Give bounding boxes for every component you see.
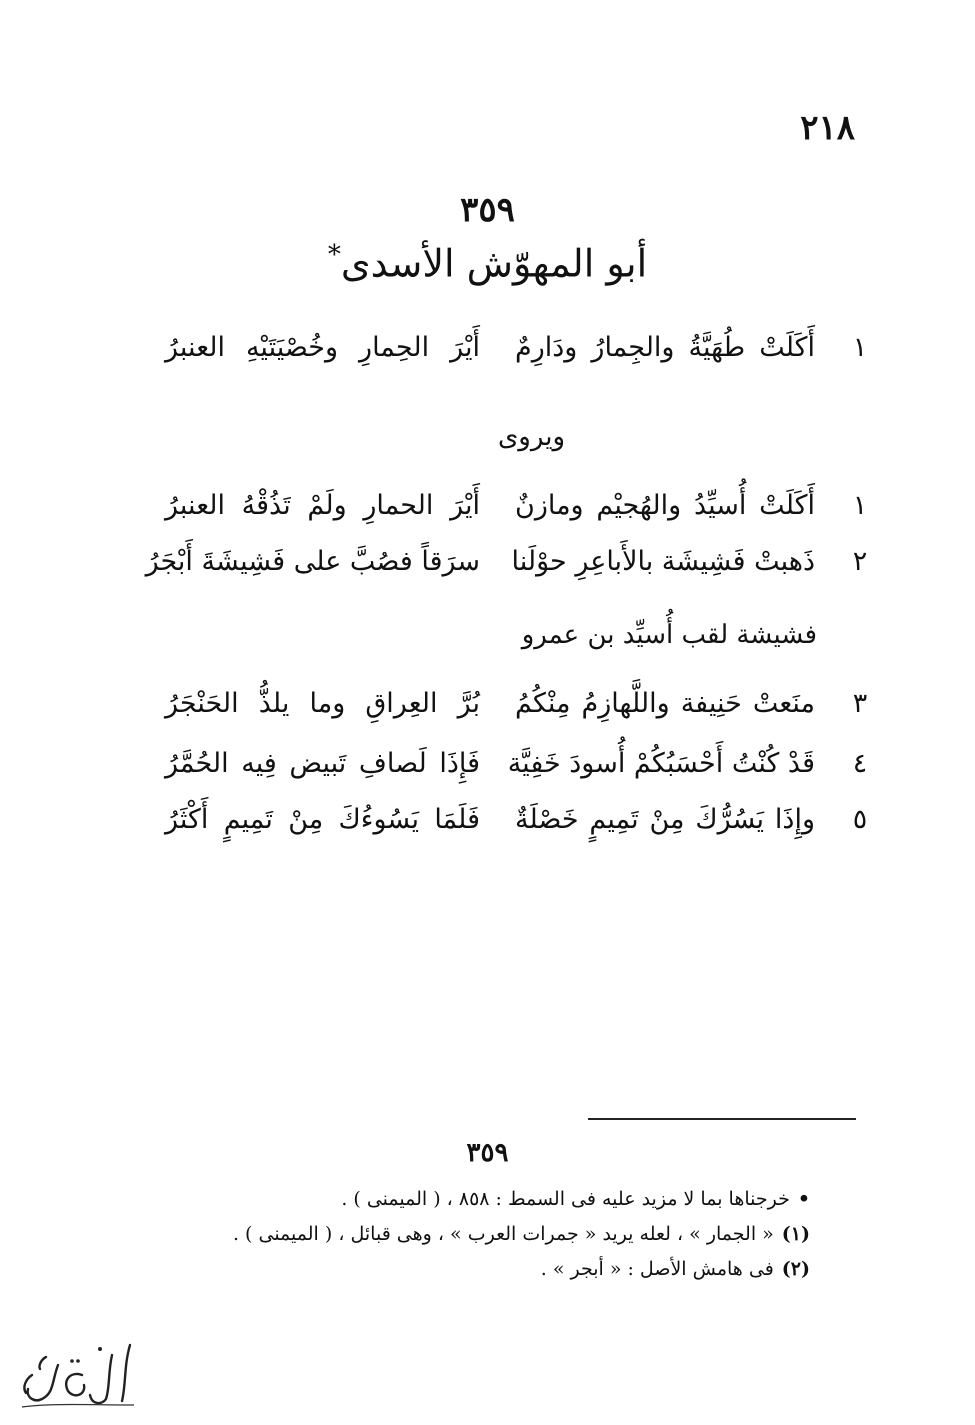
footnote-text: « الجمار » ، لعله يريد « جمرات العرب » ، وهى قبائل ، ( الميمنى ) . <box>232 1223 774 1245</box>
verse-number: ١ <box>852 490 868 521</box>
verse-line <box>165 804 875 850</box>
explanatory-note: فشيشة لقب أُسيِّد بن عمرو <box>521 620 817 650</box>
footnote-mark: (١) <box>781 1223 810 1245</box>
verse-second-hemistich: سرَقاً فصُبَّ على فَشِيشَةَ أَبْجَرُ <box>145 546 480 577</box>
verse-first-hemistich: أَكَلَتْ أُسيِّدُ والهُجيْم ومازنٌ <box>515 490 815 521</box>
verse-second-hemistich: بُرَّ العِراقِ وما يلذُّ الحَنْجَرُ <box>165 688 480 719</box>
footnote <box>341 1188 810 1210</box>
verse-first-hemistich: قَدْ كُنْتُ أَحْسَبُكُمْ أُسودَ خَفِيَّة <box>507 748 815 779</box>
verse-second-hemistich: فَلَمَا يَسُوءُكَ مِنْ تَمِيمٍ أَكْثَرُ <box>165 804 480 835</box>
verse-line <box>165 332 875 378</box>
verse-number: ٢ <box>852 546 868 577</box>
poet-name: أبو المهوّش الأسدى <box>340 241 648 286</box>
verse-first-hemistich: وإِذَا يَسُرُّكَ مِنْ تَمِيمٍ خَصْلَةٌ <box>515 804 815 835</box>
footnote <box>541 1258 810 1280</box>
footnote <box>233 1223 810 1245</box>
footnote-mark: • <box>797 1188 810 1210</box>
verse-number: ٤ <box>852 748 868 779</box>
variant-label: ويروى <box>497 422 565 452</box>
title-asterisk: * <box>327 240 341 270</box>
verse-line <box>165 688 875 734</box>
footnote-poem-number: ٣٥٩ <box>466 1138 509 1168</box>
footnote-mark: (٢) <box>781 1258 810 1280</box>
verse-line <box>165 490 875 536</box>
verse-number: ٥ <box>852 804 868 835</box>
footnote-text: فى هامش الأصل : « أبجر » . <box>540 1258 774 1280</box>
footnote-separator <box>588 1118 856 1120</box>
verse-number: ٣ <box>852 688 868 719</box>
verse-second-hemistich: أَيْرَ الحمارِ ولَمْ تَذُقْهُ العنبرُ <box>165 490 480 521</box>
verse-number: ١ <box>852 332 868 363</box>
verse-first-hemistich: ذَهبتْ فَشِيشَة بالأَباعِرِ حوْلَنا <box>511 546 815 577</box>
poet-title <box>0 240 975 286</box>
poem-number: ٣٥٩ <box>460 190 515 230</box>
verse-second-hemistich: فَإِذَا لَصافِ تَبيض فِيه الحُمَّرُ <box>165 748 480 779</box>
calligraphy-watermark-logo <box>12 1335 142 1415</box>
verse-first-hemistich: أَكَلَتْ طُهَيَّةُ والجِمارُ ودَارِمٌ <box>515 332 815 363</box>
page-number: ٢١٨ <box>800 108 855 148</box>
verse-line <box>165 748 875 794</box>
verse-line <box>145 546 875 592</box>
verse-second-hemistich: أَيْرَ الحِمارِ وخُصْيَتَيْهِ العنبرُ <box>165 332 480 363</box>
footnote-text: خرجناها بما لا مزيد عليه فى السمط : ٨٥٨ ، ( الميمنى ) . <box>341 1188 790 1210</box>
verse-first-hemistich: منَعتْ حَنِيفة واللَّهازِمُ مِنْكُمُ <box>515 688 815 719</box>
